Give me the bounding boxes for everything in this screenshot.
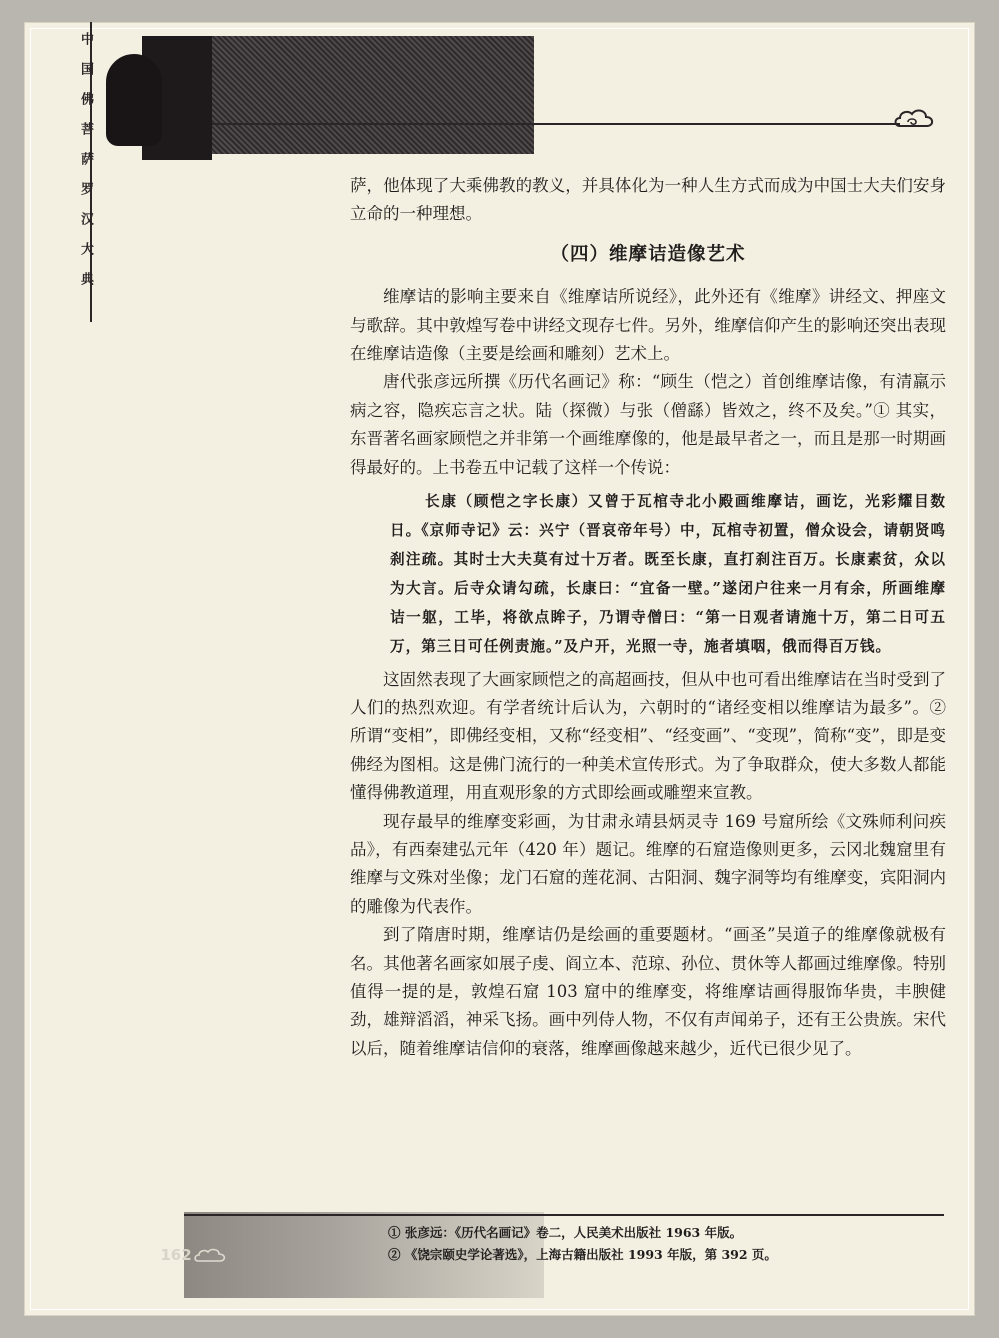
buddha-figure-silhouette xyxy=(106,54,162,146)
section-heading: （四）维摩诘造像艺术 xyxy=(550,243,746,265)
cloud-ornament-icon xyxy=(194,1248,228,1266)
paragraph: 到了隋唐时期，维摩诘仍是绘画的重要题材。“画圣”吴道子的维摩像就极有名。其他著名画家如展子虔、阎立本、范琼、孙位、贯休等人都画过维摩像。特别值得一提的是，敦煌石窟 103 窟中的维摩变，将维摩诘画得服饰华贵，丰腴健劲，雄辩滔滔，神采飞扬。画中列侍人物，不仅有声闻弟子，还有王公贵族。宋代以后，随着维摩诘信仰的衰落，维摩画像越来越少，近代已很少见了。 xyxy=(350,925,946,1058)
page-number: 162 xyxy=(160,1246,192,1264)
footnote-rule xyxy=(184,1214,944,1216)
series-title: 中国佛菩萨罗汉大典 xyxy=(78,32,93,302)
cloud-ornament-icon xyxy=(894,108,934,134)
block-quote: 长康（顾恺之字长康）又曾于瓦棺寺北小殿画维摩诘，画讫，光彩耀目数日。《京师寺记》云：兴宁（晋哀帝年号）中，瓦棺寺初置，僧众设会，请朝贤鸣刹注疏。其时士大夫莫有过十万者。既至长康，直打刹注百万。长康素贫，众以为大言。后寺众请勾疏，长康曰：“宜备一壁。”遂闭户往来一月有余，所画维摩诘一躯，工毕，将欲点眸子，乃谓寺僧曰：“第一日观者请施十万，第二日可五万，第三日可任例责施。”及户开，光照一寺，施者填咽，俄而得百万钱。 xyxy=(390,493,946,655)
book-page xyxy=(24,22,975,1316)
paragraph: 唐代张彦远所撰《历代名画记》称：“顾生（恺之）首创维摩诘像，有清羸示病之容，隐疾忘言之状。陆（探微）与张（僧繇）皆效之，终不及矣。”① 其实，东晋著名画家顾恺之并非第一个画维摩像的，他是最早者之一，而且是那一时期画得最好的。上书卷五中记载了这样一个传说： xyxy=(350,372,946,477)
footnote: ① 张彦远：《历代名画记》卷二，人民美术出版社 1963 年版。 xyxy=(388,1225,743,1240)
header-rule xyxy=(212,123,900,125)
paragraph: 这固然表现了大画家顾恺之的高超画技，但从中也可看出维摩诘在当时受到了人们的热烈欢迎。有学者统计后认为，六朝时的“诸经变相以维摩诘为最多”。② 所谓“变相”，即佛经变相，又称“经变相”、“经变画”、“变现”，简称“变”，即是变佛经为图相。这是佛门流行的一种美术宣传形式。为了争取群众，使大多数人都能懂得佛教道理，用直观形象的方式即绘画或雕塑来宣教。 xyxy=(350,669,946,803)
main-text xyxy=(350,172,946,1063)
paragraph: 维摩诘的影响主要来自《维摩诘所说经》，此外还有《维摩》讲经文、押座文与歌辞。其中敦煌写卷中讲经文现存七件。另外，维摩信仰产生的影响还突出表现在维摩诘造像（主要是绘画和雕刻）艺术上。 xyxy=(350,287,946,364)
footnotes xyxy=(388,1222,948,1266)
paragraph: 现存最早的维摩变彩画，为甘肃永靖县炳灵寺 169 号窟所绘《文殊师利问疾品》，有西秦建弘元年（420 年）题记。维摩的石窟造像则更多，云冈北魏窟里有维摩与文殊对坐像；龙门石窟的莲花洞、古阳洞、魏字洞等均有维摩变，宾阳洞内的雕像为代表作。 xyxy=(350,811,946,916)
footnote: ② 《饶宗颐史学论著选》，上海古籍出版社 1993 年版，第 392 页。 xyxy=(388,1247,777,1262)
paragraph-continued: 萨，他体现了大乘佛教的教义，并具体化为一种人生方式而成为中国士大夫们安身立命的一种理想。 xyxy=(350,176,946,224)
